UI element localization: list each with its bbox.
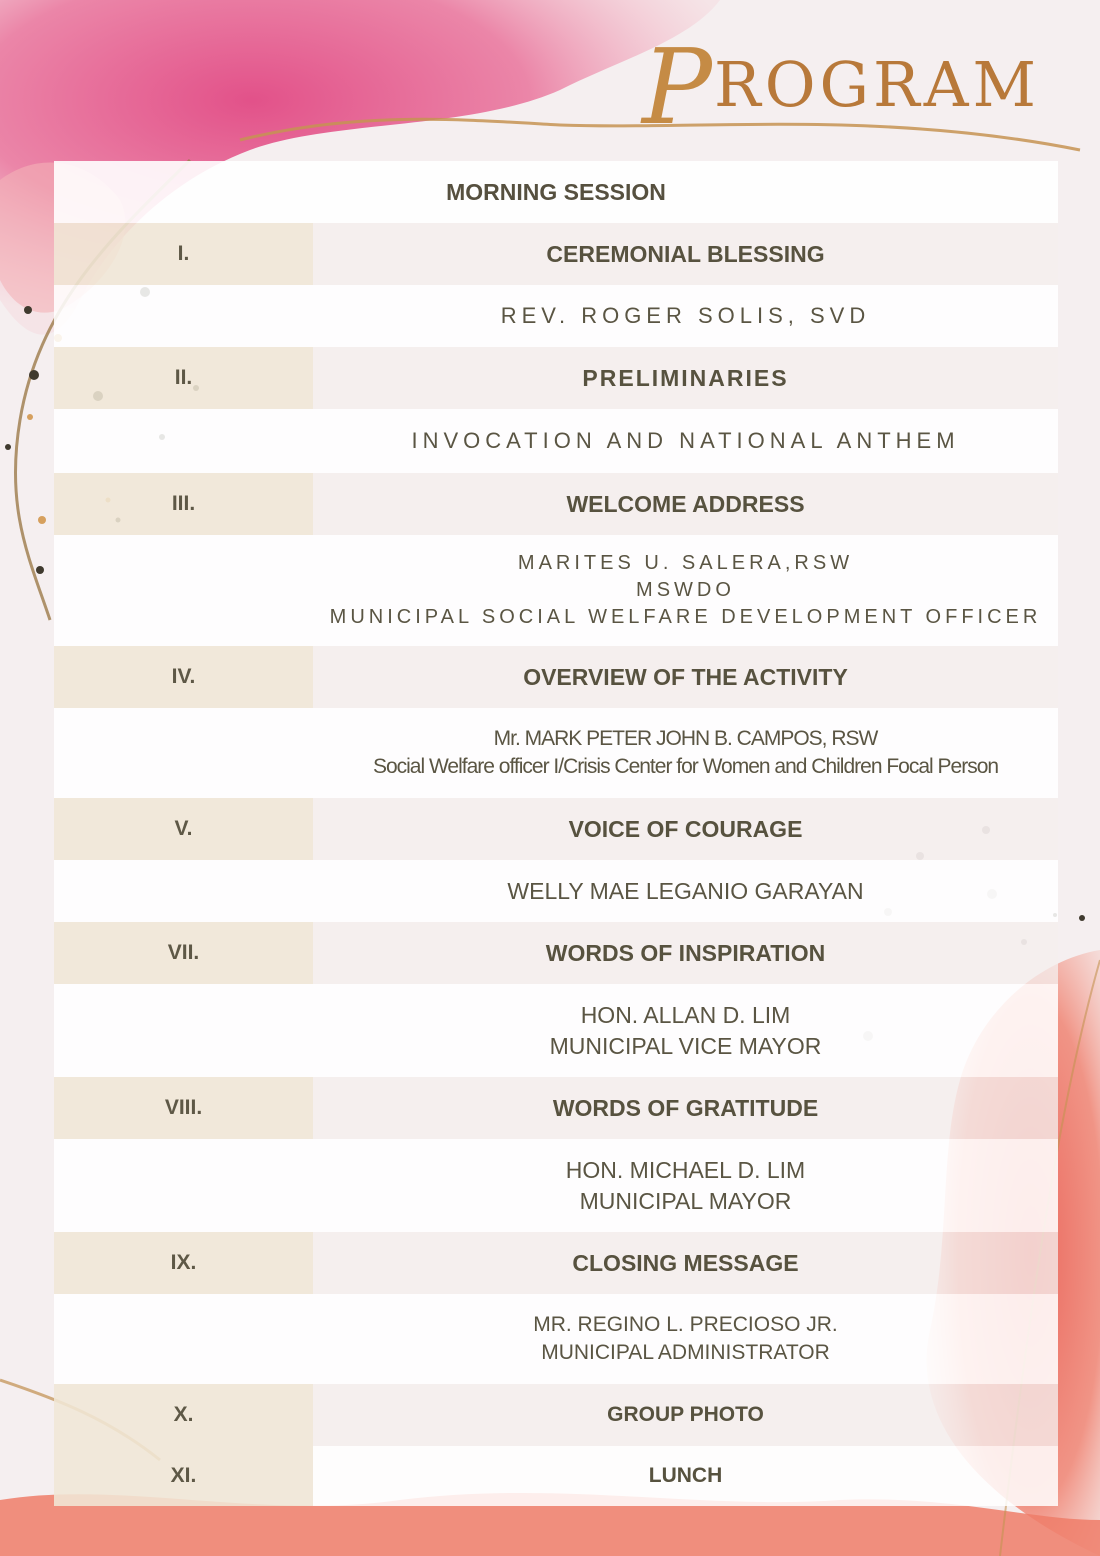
- item-number: VIII.: [54, 1077, 313, 1139]
- item-number: II.: [54, 347, 313, 409]
- item-heading: CLOSING MESSAGE: [313, 1232, 1058, 1294]
- item-heading: WORDS OF INSPIRATION: [313, 922, 1058, 984]
- program-detail-row: [54, 285, 1058, 347]
- item-heading: PRELIMINARIES: [313, 347, 1058, 409]
- program-detail-row: [54, 535, 1058, 646]
- program-title: [642, 26, 1040, 148]
- detail-line: MR. REGINO L. PRECIOSO JR.: [533, 1313, 838, 1336]
- item-number: V.: [54, 798, 313, 860]
- program-item-row: [54, 1232, 1058, 1294]
- item-heading: LUNCH: [313, 1446, 1058, 1506]
- program-item-row: [54, 347, 1058, 409]
- item-heading: WELCOME ADDRESS: [313, 473, 1058, 535]
- program-item-row: [54, 1446, 1058, 1506]
- detail-line: MUNICIPAL ADMINISTRATOR: [541, 1341, 830, 1364]
- item-number: III.: [54, 473, 313, 535]
- detail-line: Mr. MARK PETER JOHN B. CAMPOS, RSW: [493, 727, 878, 750]
- detail-line: Social Welfare officer I/Crisis Center for Women and Children Focal Person: [372, 755, 999, 778]
- program-item-row: [54, 1077, 1058, 1139]
- item-heading: CEREMONIAL BLESSING: [313, 223, 1058, 285]
- detail-line: MUNICIPAL SOCIAL WELFARE DEVELOPMENT OFFICER: [329, 606, 1042, 628]
- program-table: [54, 161, 1058, 1506]
- item-number: X.: [54, 1384, 313, 1446]
- item-heading: OVERVIEW OF THE ACTIVITY: [313, 646, 1058, 708]
- item-detail: [313, 409, 1058, 473]
- detail-line: WELLY MAE LEGANIO GARAYAN: [507, 877, 864, 904]
- item-number: VII.: [54, 922, 313, 984]
- detail-line: INVOCATION AND NATIONAL ANTHEM: [411, 428, 960, 453]
- program-detail-row: [54, 860, 1058, 922]
- detail-line: MUNICIPAL VICE MAYOR: [549, 1032, 822, 1059]
- item-detail: [313, 285, 1058, 347]
- title-initial: P: [642, 26, 716, 148]
- item-detail: [313, 984, 1058, 1077]
- item-detail: [313, 1294, 1058, 1384]
- detail-line: HON. ALLAN D. LIM: [580, 1001, 791, 1028]
- item-number: XI.: [54, 1446, 313, 1506]
- program-detail-row: [54, 1139, 1058, 1232]
- program-item-row: [54, 473, 1058, 535]
- detail-line: REV. ROGER SOLIS, SVD: [500, 303, 871, 328]
- detail-line: MARITES U. SALERA,RSW: [517, 552, 854, 574]
- item-heading: WORDS OF GRATITUDE: [313, 1077, 1058, 1139]
- item-detail: [313, 1139, 1058, 1232]
- item-detail: [313, 535, 1058, 646]
- title-rest: ROGRAM: [714, 48, 1040, 121]
- session-heading: MORNING SESSION: [54, 161, 1058, 223]
- session-row: [54, 161, 1058, 223]
- program-detail-row: [54, 984, 1058, 1077]
- item-detail: [313, 860, 1058, 922]
- item-heading: GROUP PHOTO: [313, 1384, 1058, 1446]
- program-item-row: [54, 922, 1058, 984]
- program-detail-row: [54, 409, 1058, 473]
- detail-line: HON. MICHAEL D. LIM: [565, 1156, 806, 1183]
- program-item-row: [54, 223, 1058, 285]
- item-number: IV.: [54, 646, 313, 708]
- program-item-row: [54, 798, 1058, 860]
- item-heading: VOICE OF COURAGE: [313, 798, 1058, 860]
- program-detail-row: [54, 1294, 1058, 1384]
- program-detail-row: [54, 708, 1058, 798]
- item-detail: [313, 708, 1058, 798]
- detail-line: MSWDO: [636, 579, 735, 601]
- program-item-row: [54, 646, 1058, 708]
- program-item-row: [54, 1384, 1058, 1446]
- detail-line: MUNICIPAL MAYOR: [579, 1187, 792, 1214]
- item-number: I.: [54, 223, 313, 285]
- item-number: IX.: [54, 1232, 313, 1294]
